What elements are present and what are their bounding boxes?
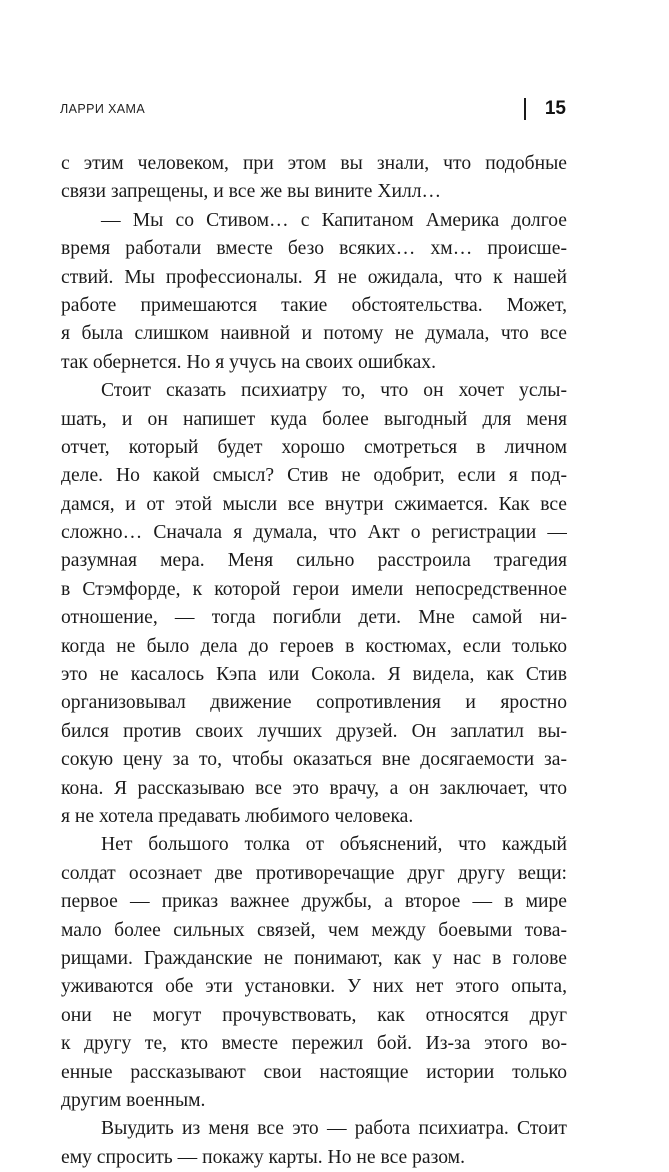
page-number: 15 [544,98,566,119]
text-line: связи запрещены, и все же вы вините Хилл… [61,181,442,203]
text-line: другим военным. [61,1089,206,1111]
text-line: Нет большого толка от объяснений, что каждый [101,834,567,856]
text-line: с этим человеком, при этом вы знали, что подобные [61,153,567,174]
text-line: дамся, и от этой мысли все внутри сжимается. Как все [61,493,567,515]
text-line: шать, и он напишет куда более выгодный для меня [61,408,567,430]
text-line: так обернется. Но я учусь на своих ошибках. [61,351,436,373]
text-line: Стоит сказать психиатру то, что он хочет услы- [101,380,567,402]
text-line: когда не было дела до героев в костюмах, если только [61,635,567,657]
text-line: уживаются обе эти установки. У них нет этого опыта, [61,976,567,998]
text-line: к другу те, кто вместе пережил бой. Из-за этого во- [61,1033,567,1055]
text-line: они не могут прочувствовать, как относятся друг [61,1004,567,1026]
text-line: отношение, — тогда погибли дети. Мне самой ни- [61,607,567,629]
text-line: мало более сильных связей, чем между боевыми това- [61,919,567,941]
text-line: ему спросить — покажу карты. Но не все разом. [61,1146,465,1168]
header-divider [524,98,526,120]
text-line: отчет, который будет хорошо смотреться в личном [61,436,567,458]
text-line: енные рассказывают свои настоящие истории только [61,1061,567,1083]
text-line: — Мы со Стивом… с Капитаном Америка долгое [101,209,567,231]
running-header [58,98,568,122]
text-line: рищами. Гражданские не понимают, как у нас в голове [61,947,567,969]
body-text [61,150,567,1172]
text-line: я была слишком наивной и потому не думала, что все [61,323,567,345]
text-line: организовывал движение сопротивления и яростно [61,692,567,714]
text-line: Выудить из меня все это — работа психиатра. Стоит [101,1118,567,1140]
text-line: солдат осознает две противоречащие друг другу вещи: [61,862,567,884]
text-line: я не хотела предавать любимого человека. [61,805,414,827]
text-line: деле. Но какой смысл? Стив не одобрит, если я под- [61,465,567,487]
text-line: первое — приказ важнее дружбы, а второе — в мире [61,891,567,913]
author-name: ЛАРРИ ХАМА [60,102,146,116]
text-line: в Стэмфорде, к которой герои имели непосредственное [61,578,567,600]
text-line: работе примешаются такие обстоятельства. Может, [61,294,567,316]
text-line: разумная мера. Меня сильно расстроила трагедия [61,550,567,572]
text-line: бился против своих лучших друзей. Он заплатил вы- [61,720,567,742]
text-line: кона. Я рассказываю все это врачу, а он заключает, что [61,777,567,799]
text-line: сокую цену за то, чтобы оказаться вне досягаемости за- [61,749,567,771]
text-line: ствий. Мы профессионалы. Я не ожидала, что к нашей [61,266,567,288]
text-line: это не касалось Кэпа или Сокола. Я видела, как Стив [61,664,567,686]
text-line: сложно… Сначала я думала, что Акт о регистрации — [61,522,567,544]
text-line: время работали вместе безо всяких… хм… происше- [61,238,567,260]
